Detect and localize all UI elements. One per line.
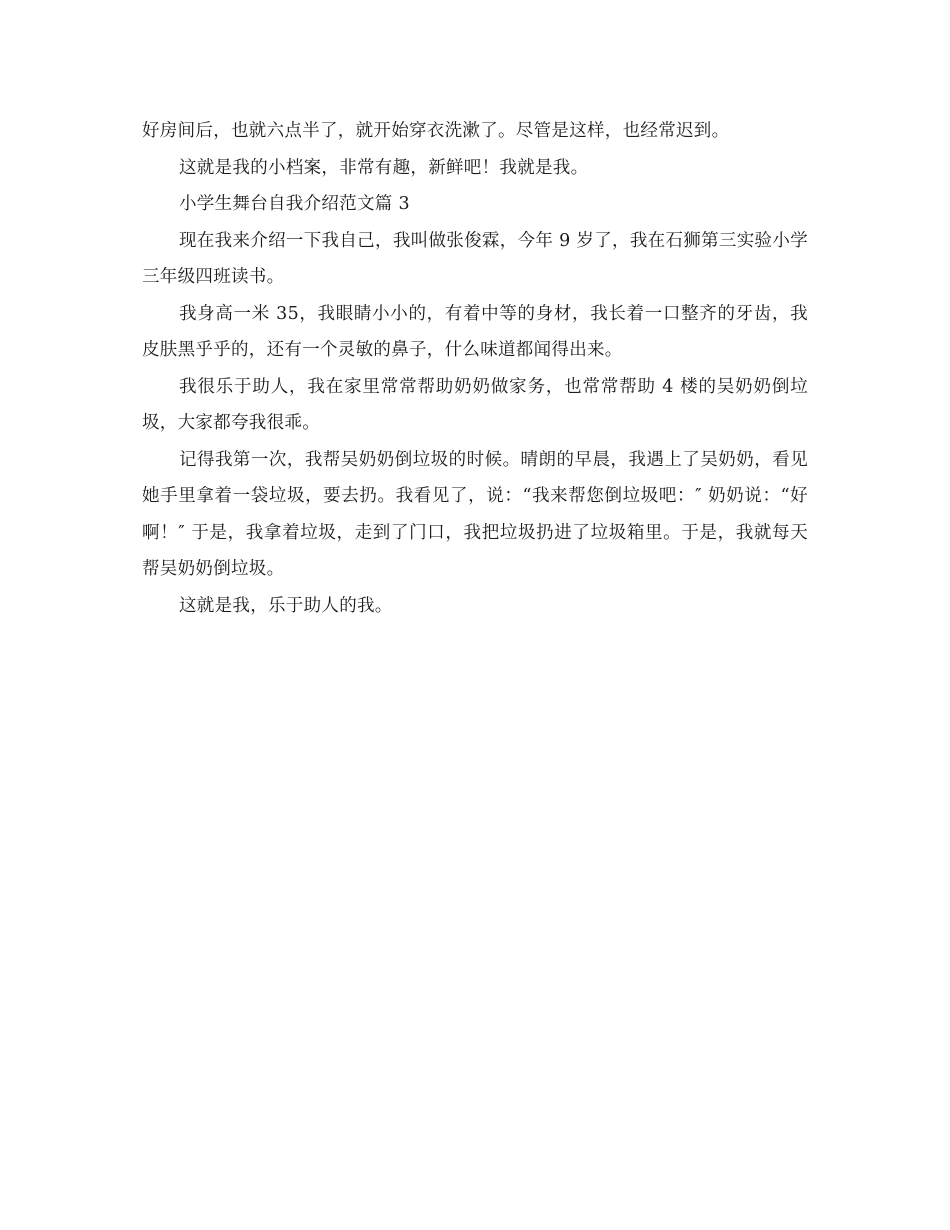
paragraph-introduction: 现在我来介绍一下我自己，我叫做张俊霖，今年 9 岁了，我在石狮第三实验小学三年级四班读书。	[142, 230, 808, 287]
paragraph-conclusion: 这就是我，乐于助人的我。	[179, 595, 393, 616]
paragraph-continuation: 好房间后，也就六点半了，就开始穿衣洗漱了。尽管是这样，也经常迟到。	[142, 121, 730, 141]
paragraph-profile-summary: 这就是我的小档案，非常有趣，新鲜吧！我就是我。	[179, 157, 589, 178]
paragraph-appearance: 我身高一米 35，我眼睛小小的，有着中等的身材，我长着一口整齐的牙齿，我皮肤黑乎乎的，还有一个灵敏的鼻子，什么味道都闻得出来。	[142, 303, 808, 360]
paragraph-helpful: 我很乐于助人，我在家里常常帮助奶奶做家务，也常常帮助 4 楼的吴奶奶倒垃圾，大家都夸我很乖。	[142, 376, 808, 433]
paragraph-story: 记得我第一次，我帮吴奶奶倒垃圾的时候。晴朗的早晨，我遇上了吴奶奶，看见她手里拿着一袋垃圾，要去扔。我看见了，说：“我来帮您倒垃圾吧：″ 奶奶说：“好啊！″ 于是，我拿着垃圾，走到了门口，我把垃圾扔进了垃圾箱里。于是，我就每天帮吴奶奶倒垃圾。	[142, 449, 808, 579]
section-heading: 小学生舞台自我介绍范文篇 3	[179, 194, 410, 214]
document-body	[142, 113, 808, 624]
